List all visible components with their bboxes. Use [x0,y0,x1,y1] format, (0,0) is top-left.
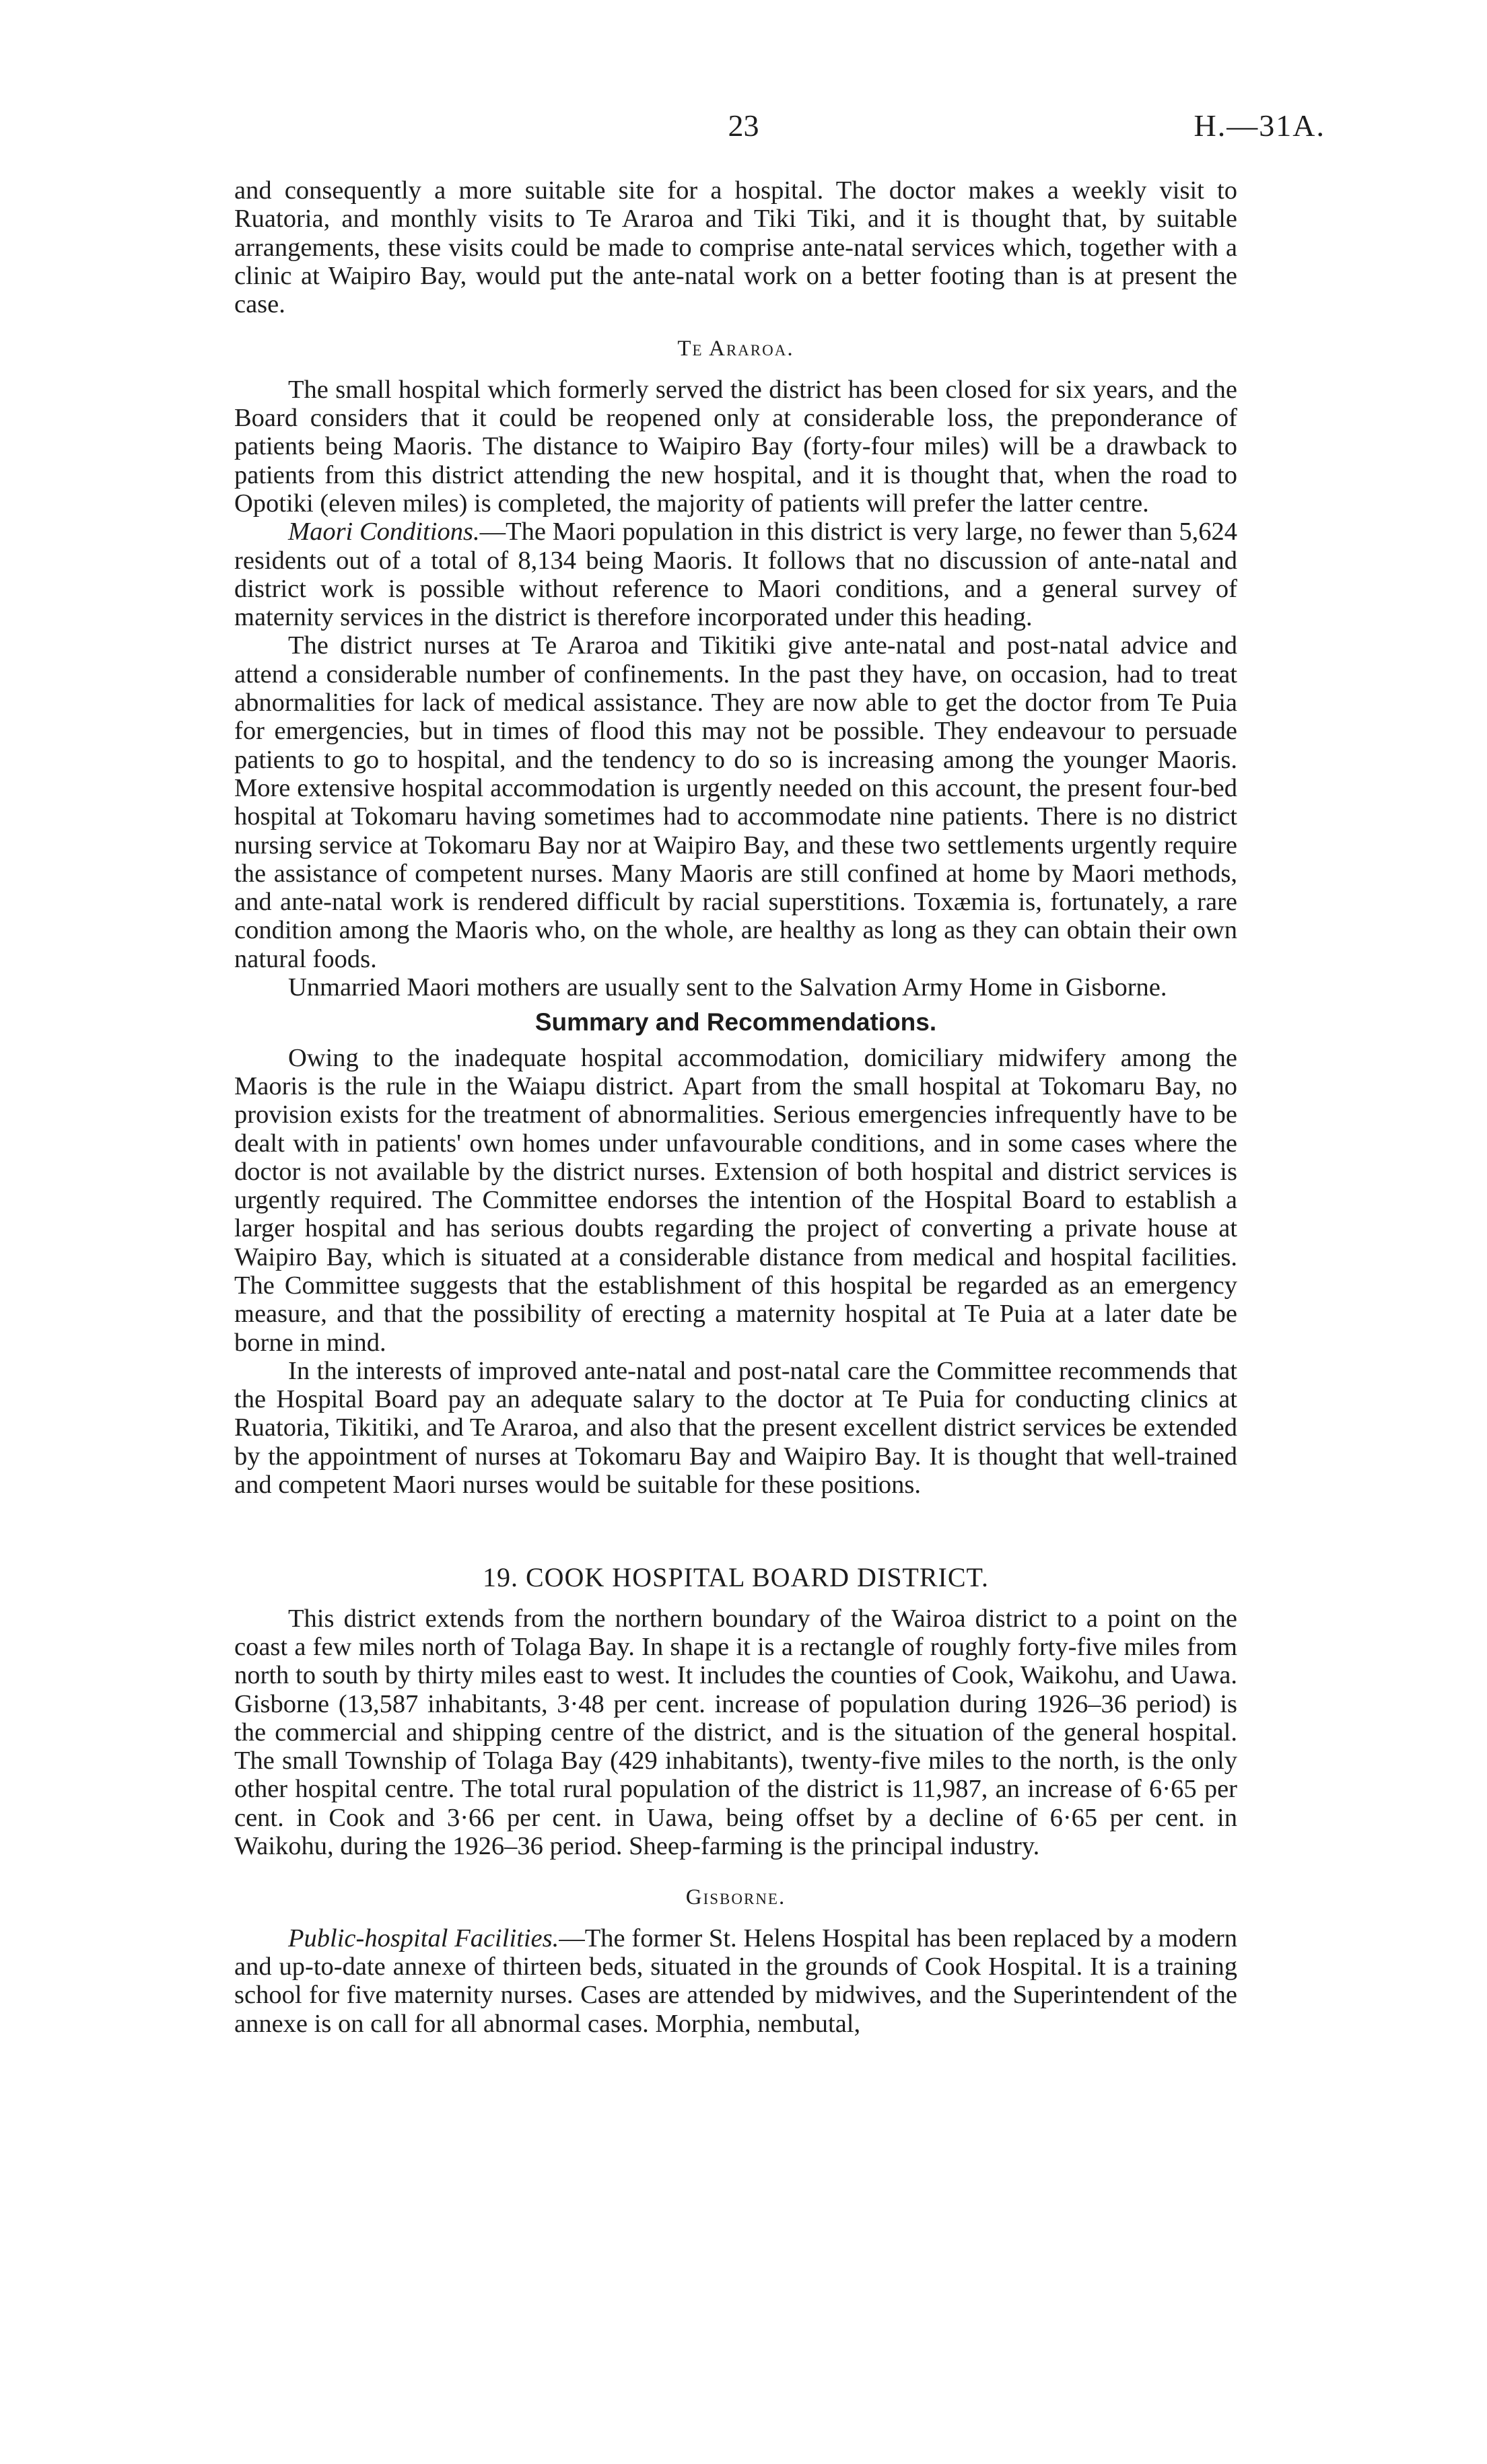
paragraph-lead-public-hospital: Public-hospital Facilities. [288,1924,559,1952]
subheading-gisborne: Gisborne. [685,1885,786,1910]
heading-summary: Summary and Recommendations. [534,1008,937,1036]
section-heading-cook: 19. COOK HOSPITAL BOARD DISTRICT. [482,1562,990,1593]
paragraph-summary-2: In the interests of improved ante-natal and post-natal care the Committee recommends that the Hospital Board pay an adequate salary to the doctor at Te Puia for conducting clinics at Ruatoria, Tikitiki, and Te Araroa, and also that the present excellent district services be extended by the appointment of nurses at Tokomaru Bay and Waipiro Bay. It is thought that well-trained and competent Maori nurses would be suitable for these positions. [234,1356,1237,1500]
paragraph-lead-maori-conditions: Maori Conditions. [288,518,480,547]
paragraph-continued: and consequently a more suitable site for a hospital. The doctor makes a weekly visit to Ruatoria, and monthly visits to Te Araroa and Tiki Tiki, and it is thought that, by suitable arrangements, these visits could be made to comprise ante-natal services which, together with a clinic at Waipiro Bay, would put the ante-natal work on a better footing than is at present the case. [234,176,1237,319]
paragraph-maori-conditions-text: —The Maori population in this district is very large, no fewer than 5,624 residents out of a total of 8,134 being Maoris. It follows that no discussion of ante-natal and district work is possible without reference to Maori conditions, and a general survey of maternity services in the district is therefore incorporated under this heading. [234,518,1237,632]
paragraph-district-nurses: The district nurses at Te Araroa and Tikitiki give ante-natal and post-natal advice and attend a considerable number of confinements. In the past they have, on occasion, had to treat abnormalities for lack of medical assistance. They are now able to get the doctor from Te Puia for emergencies, but in times of flood this may not be possible. They endeavour to persuade patients to go to hospital, and the tendency to do so is increasing among the younger Maoris. More extensive hospital accommodation is urgently needed on this account, the present four-bed hospital at Tokomaru having sometimes had to accommodate nine patients. There is no district nursing service at Tokomaru Bay nor at Waipiro Bay, and these two settlements urgently require the assistance of competent nurses. Many Maoris are still confined at home by Maori methods, and ante-natal work is rendered difficult by racial superstitions. Toxæmia is, fortunately, a rare condition among the Maoris who, on the whole, are healthy as long as they can obtain their own natural foods. [234,631,1237,973]
paragraph-gisborne-1 [234,1924,1237,2038]
subheading-te-araroa: Te Araroa. [677,337,794,361]
body-text [234,176,1237,2038]
document-reference: H.—31A. [1194,108,1325,143]
paragraph-gisborne-text: —The former St. Helens Hospital has been replaced by a modern and up-to-date annexe of thirteen beds, situated in the grounds of Cook Hospital. It is a training school for five maternity nurses. Cases are attended by midwives, and the Superintendent of the annexe is on call for all abnormal cases. Morphia, nembutal, [234,1924,1237,2038]
paragraph-cook-1: This district extends from the northern boundary of the Wairoa district to a point on the coast a few miles north of Tolaga Bay. In shape it is a rectangle of roughly forty-five miles from north to south by thirty miles east to west. It includes the counties of Cook, Waikohu, and Uawa. Gisborne (13,587 inhabitants, 3·48 per cent. increase of population during 1926–36 period) is the commercial and shipping centre of the district, and is the situation of the general hospital. The small Township of Tolaga Bay (429 inhabitants), twenty-five miles to the north, is the only other hospital centre. The total rural population of the district is 11,987, an increase of 6·65 per cent. in Cook and 3·66 per cent. in Uawa, being offset by a decline of 6·65 per cent. in Waikohu, during the 1926–36 period. Sheep-farming is the principal industry. [234,1604,1237,1861]
paragraph-summary-1: Owing to the inadequate hospital accommodation, domiciliary midwifery among the Maoris is the rule in the Waiapu district. Apart from the small hospital at Tokomaru Bay, no provision exists for the treatment of abnormalities. Serious emergencies infrequently have to be dealt with in patients' own homes under unfavourable conditions, and in some cases where the doctor is not available by the district nurses. Extension of both hospital and district services is urgently required. The Committee endorses the intention of the Hospital Board to establish a larger hospital and has serious doubts regarding the project of converting a private house at Waipiro Bay, which is situated at a considerable distance from medical and hospital facilities. The Committee suggests that the establishment of this hospital be regarded as an emergency measure, and that the possibility of erecting a maternity hospital at Te Puia at a later date be borne in mind. [234,1043,1237,1357]
page-number: 23 [728,108,759,143]
paragraph-unmarried-mothers: Unmarried Maori mothers are usually sent to the Salvation Army Home in Gisborne. [288,973,1167,1002]
paragraph-maori-conditions [234,518,1237,631]
paragraph-te-araroa-1: The small hospital which formerly served the district has been closed for six years, and the Board considers that it could be reopened only at considerable loss, the preponderance of patients being Maoris. The distance to Waipiro Bay (forty-four miles) will be a drawback to patients from this district attending the new hospital, and it is thought that, when the road to Opotiki (eleven miles) is completed, the majority of patients will prefer the latter centre. [234,375,1237,518]
